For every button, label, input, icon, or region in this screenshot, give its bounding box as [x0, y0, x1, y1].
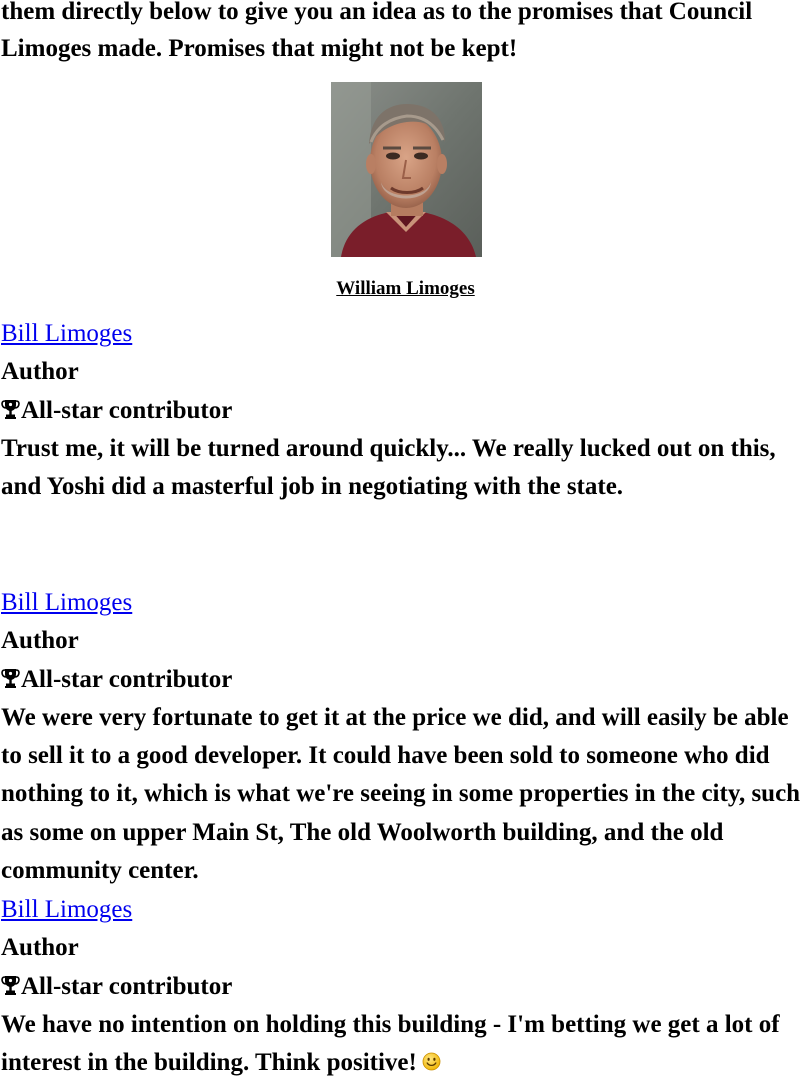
comment-2	[1, 584, 811, 890]
smiley-icon	[422, 1052, 441, 1071]
photo-caption	[0, 275, 811, 303]
comment-role: Author	[1, 358, 79, 386]
comment-text	[1, 1006, 811, 1082]
author-photo-image	[331, 82, 482, 257]
comment-text: Trust me, it will be turned around quickly... We really lucked out on this, and Yoshi did a masterful job in negotiating with the state.	[1, 434, 776, 501]
comment-badge	[1, 392, 811, 430]
comment-text: We were very fortunate to get it at the price we did, and will easily be able to sell it to a good developer. It could have been sold to someone who did nothing to it, which is what we're seeing in some properties in the city, such as some on upper Main St, The old Woolworth building, and the old community center.	[1, 703, 801, 885]
comment-role: Author	[1, 934, 79, 962]
trophy-icon	[1, 398, 20, 420]
comment-badge	[1, 968, 811, 1006]
comment-1	[1, 315, 811, 506]
trophy-icon	[1, 667, 20, 689]
comment-badge-label: All-star contributor	[21, 972, 233, 1000]
photo-caption-text: William Limoges	[336, 278, 475, 299]
comment-author-link[interactable]: Bill Limoges	[1, 320, 133, 347]
comment-role: Author	[1, 627, 79, 655]
comment-text-content: We have no intention on holding this building - I'm betting we get a lot of interest in the building. Think positive!	[1, 1010, 780, 1077]
comment-3	[1, 891, 811, 1082]
comment-badge-label: All-star contributor	[21, 396, 233, 424]
comment-author-link[interactable]: Bill Limoges	[1, 896, 133, 923]
author-photo	[331, 82, 482, 257]
trophy-icon	[1, 974, 20, 996]
comment-badge-label: All-star contributor	[21, 665, 233, 693]
comment-author-link[interactable]: Bill Limoges	[1, 589, 133, 616]
comment-badge	[1, 661, 811, 699]
intro-paragraph: them directly below to give you an idea as to the promises that Council Limoges made. Promises that might not be kept!	[1, 0, 753, 62]
